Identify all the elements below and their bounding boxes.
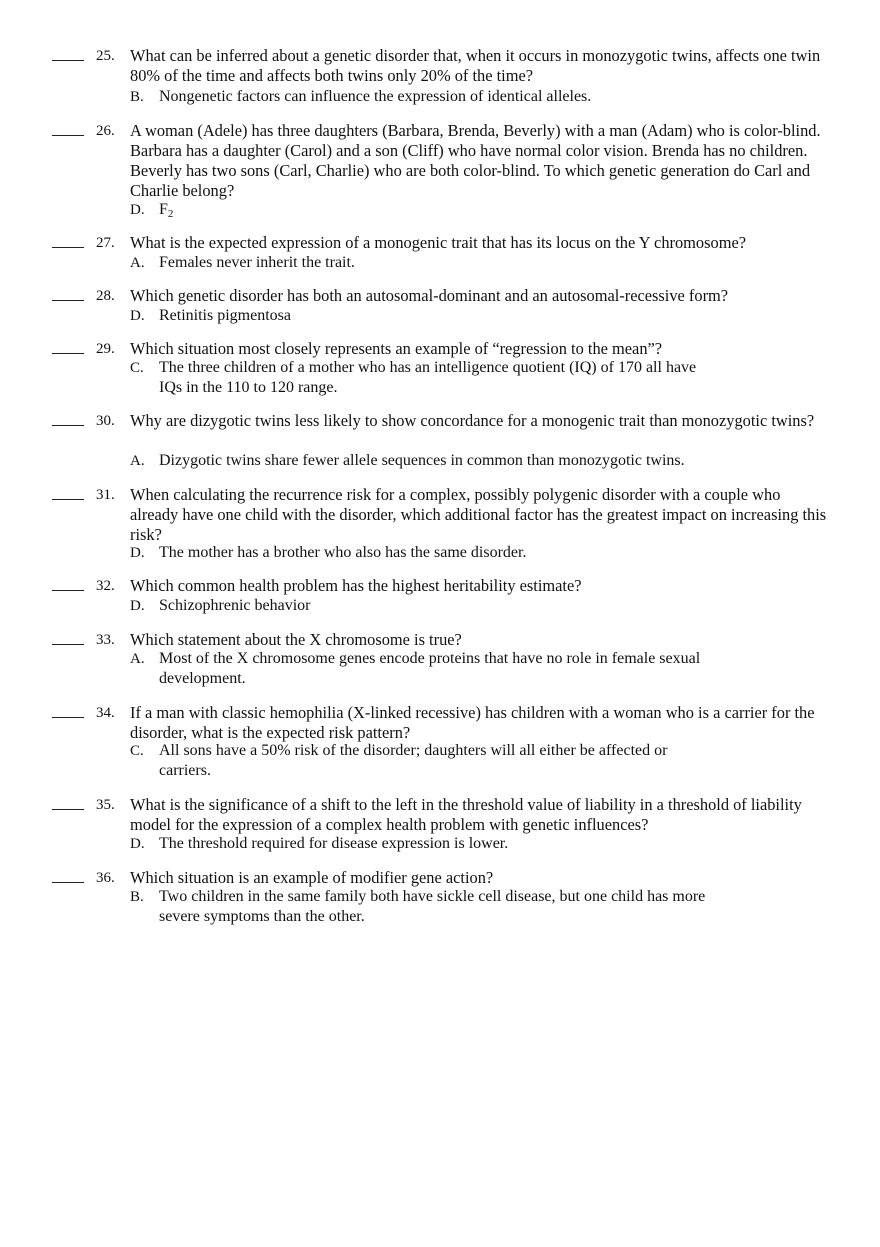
answer-text: Most of the X chromosome genes encode proteins that have no role in female sexual development. [159, 650, 701, 687]
answer-letter: D. [130, 308, 145, 324]
question-text: A woman (Adele) has three daughters (Barbara, Brenda, Beverly) with a man (Adam) who is color-blind. Barbara has a daughter (Carol) and a son (Cliff) who have normal color vision. Brenda has no children. Beverly has two sons (Carl, Charlie) who are both color-blind. To which genetic generation do Carl and Charlie belong? [130, 121, 821, 200]
answer-text: Schizophrenic behavior [159, 597, 311, 614]
question-number: 29. [96, 341, 115, 357]
answer-blank[interactable] [52, 644, 84, 645]
answer-letter: B. [130, 89, 144, 105]
question-number: 32. [96, 578, 115, 594]
answer-blank[interactable] [52, 882, 84, 883]
answer-text: All sons have a 50% risk of the disorder; daughters will all either be affected or carriers. [159, 742, 668, 779]
question-text: Why are dizygotic twins less likely to show concordance for a monogenic trait than monozygotic twins? [130, 411, 815, 430]
answer-blank[interactable] [52, 60, 84, 61]
answer-letter: A. [130, 651, 145, 667]
answer-text: The three children of a mother who has an intelligence quotient (IQ) of 170 all have IQs in the 110 to 120 range. [159, 359, 697, 396]
answer-blank[interactable] [52, 425, 84, 426]
answer-blank[interactable] [52, 247, 84, 248]
question-number: 25. [96, 48, 115, 64]
question-number: 28. [96, 288, 115, 304]
question-number: 27. [96, 235, 115, 251]
answer-text: Retinitis pigmentosa [159, 307, 291, 324]
answer-text [159, 200, 719, 220]
answer-blank[interactable] [52, 300, 84, 301]
answer-text: The threshold required for disease expression is lower. [159, 835, 509, 852]
answer-letter: B. [130, 889, 144, 905]
question-number: 33. [96, 632, 115, 648]
answer-text: Females never inherit the trait. [159, 254, 355, 271]
answer-letter: A. [130, 453, 145, 469]
question-number: 26. [96, 123, 115, 139]
question-text: Which statement about the X chromosome is true? [130, 630, 462, 649]
question-text: Which common health problem has the highest heritability estimate? [130, 576, 582, 595]
answer-blank[interactable] [52, 499, 84, 500]
answer-subscript: 2 [167, 208, 174, 220]
answer-letter: D. [130, 202, 145, 218]
question-number: 30. [96, 413, 115, 429]
question-number: 34. [96, 705, 115, 721]
answer-blank[interactable] [52, 135, 84, 136]
question-text: When calculating the recurrence risk for a complex, possibly polygenic disorder with a couple who already have one child with the disorder, which additional factor has the greatest impact on increasing this risk? [130, 485, 827, 544]
question-text: What is the expected expression of a monogenic trait that has its locus on the Y chromosome? [130, 233, 746, 252]
answer-text: Nongenetic factors can influence the expression of identical alleles. [159, 88, 592, 105]
answer-text-main: F [159, 201, 168, 218]
answer-letter: A. [130, 255, 145, 271]
answer-text: The mother has a brother who also has the same disorder. [159, 544, 527, 561]
question-number: 35. [96, 797, 115, 813]
question-text: What can be inferred about a genetic disorder that, when it occurs in monozygotic twins, affects one twin 80% of the time and affects both twins only 20% of the time? [130, 46, 821, 85]
question-number: 31. [96, 487, 115, 503]
answer-blank[interactable] [52, 717, 84, 718]
answer-text: Dizygotic twins share fewer allele sequences in common than monozygotic twins. [159, 452, 685, 469]
question-number: 36. [96, 870, 115, 886]
answer-blank[interactable] [52, 590, 84, 591]
answer-letter: D. [130, 598, 145, 614]
answer-letter: D. [130, 545, 145, 561]
answer-letter: C. [130, 743, 144, 759]
question-text: Which situation most closely represents an example of “regression to the mean”? [130, 339, 663, 358]
answer-letter: C. [130, 360, 144, 376]
question-text: What is the significance of a shift to the left in the threshold value of liability in a threshold of liability model for the expression of a complex health problem with genetic influences? [130, 795, 802, 834]
answer-letter: D. [130, 836, 145, 852]
answer-blank[interactable] [52, 809, 84, 810]
question-text: Which situation is an example of modifier gene action? [130, 868, 494, 887]
answer-text: Two children in the same family both have sickle cell disease, but one child has more severe symptoms than the other. [159, 888, 706, 925]
question-text: If a man with classic hemophilia (X-linked recessive) has children with a woman who is a carrier for the disorder, what is the expected risk pattern? [130, 703, 815, 742]
answer-blank[interactable] [52, 353, 84, 354]
question-text: Which genetic disorder has both an autosomal-dominant and an autosomal-recessive form? [130, 286, 729, 305]
